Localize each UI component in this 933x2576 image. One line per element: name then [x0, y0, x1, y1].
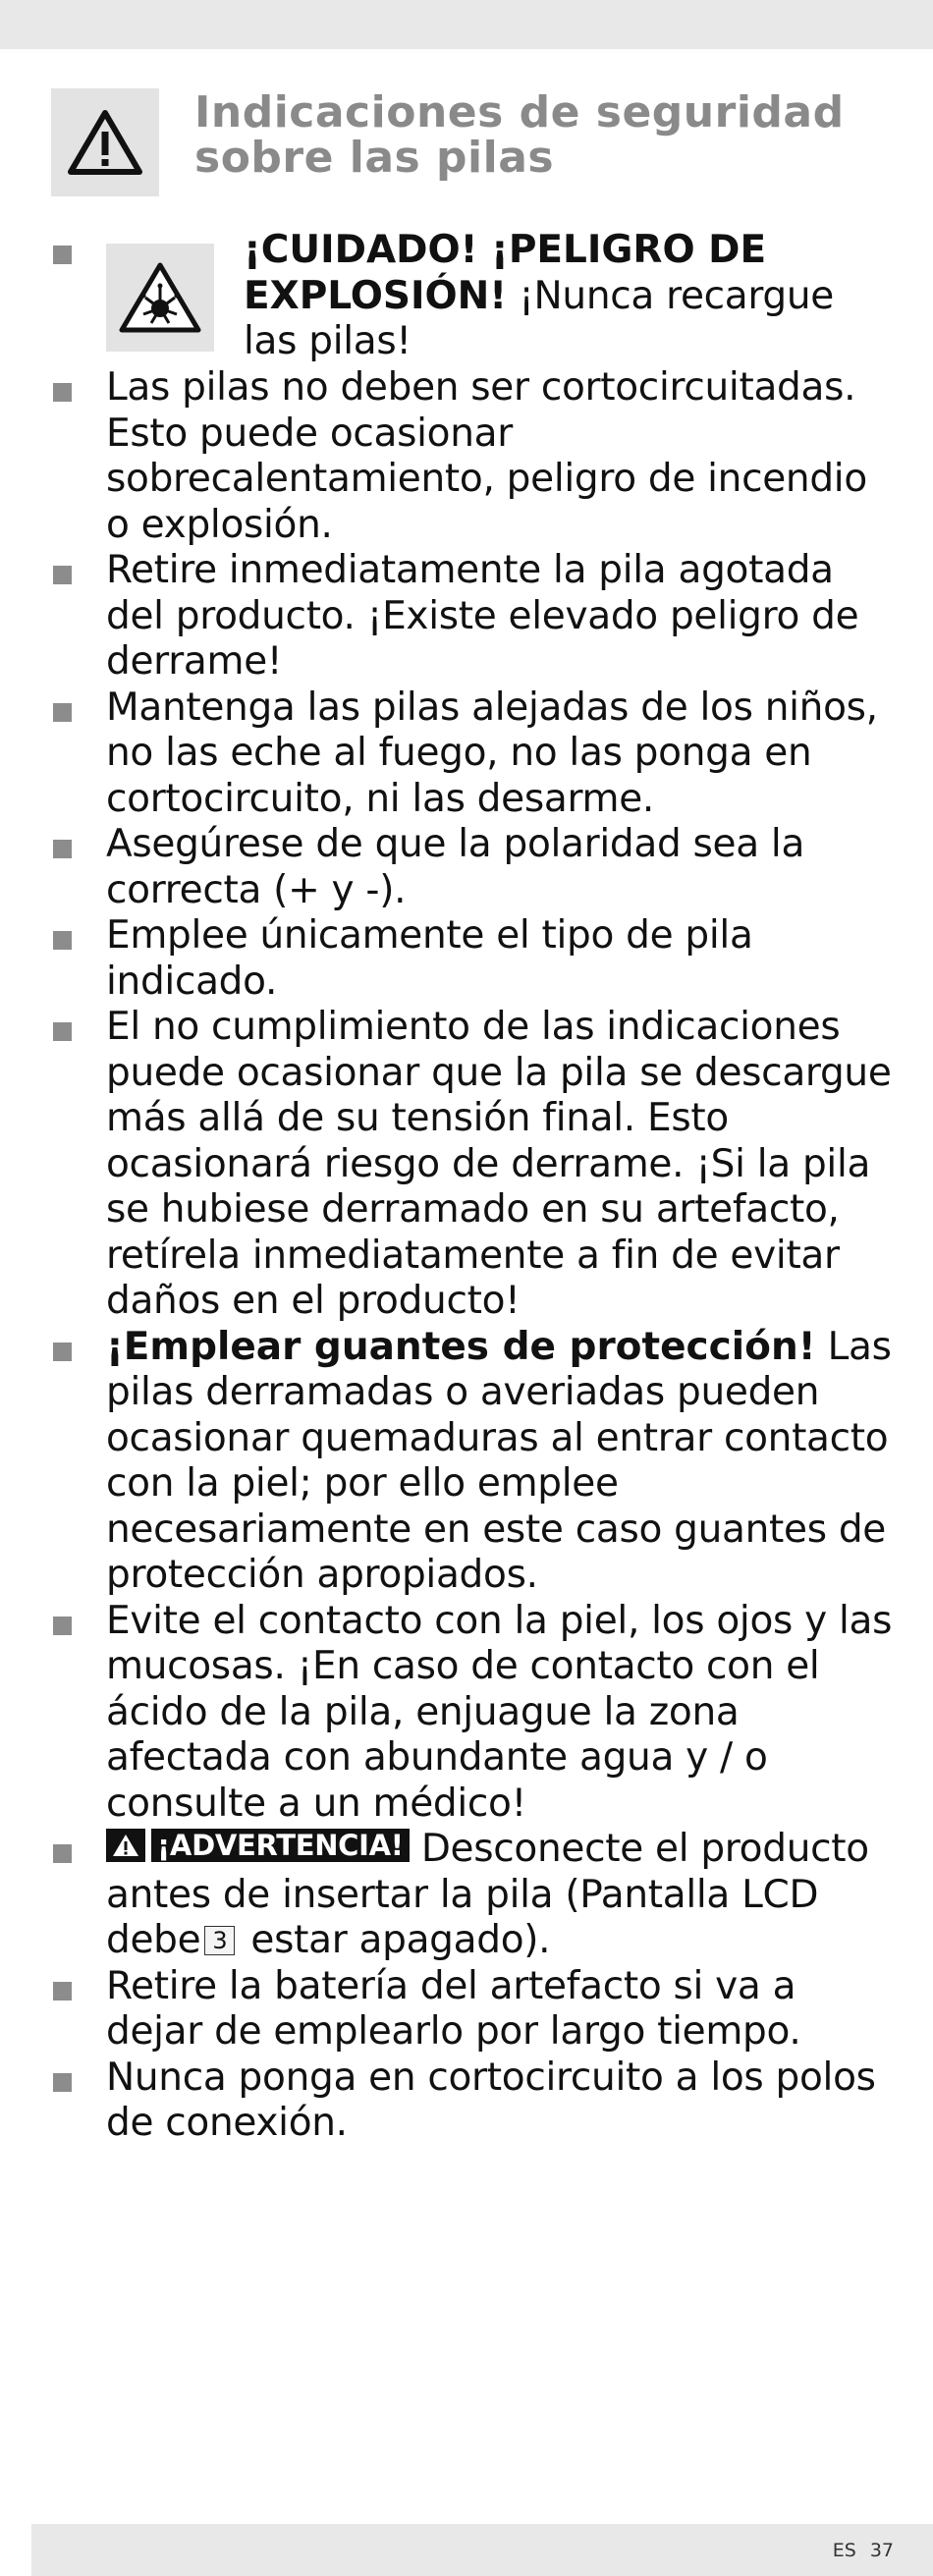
warning-triangle-icon [51, 88, 159, 196]
item-text: Mantenga las pilas alejadas de los niños, no las eche al fuego, no las ponga en cortocircuito, ni las desarme. [106, 685, 878, 821]
bullet-icon [53, 703, 72, 722]
list-item [51, 228, 896, 365]
item-bold: ¡CUIDADO! ¡PELIGRO DE EXPLOSIÓN! [244, 228, 767, 318]
warning-tag [106, 1829, 410, 1862]
bottom-notch [0, 2524, 31, 2576]
item-text: Retire inmediatamente la pila agotada del producto. ¡Existe elevado peligro de derrame! [106, 548, 859, 684]
list-item [51, 1005, 896, 1325]
item-body-a: Desconecte el producto antes de insertar la pila (Pantalla LCD debe [106, 1827, 869, 1962]
list-item [51, 913, 896, 1005]
bottom-band [0, 2524, 933, 2576]
list-item [51, 1827, 896, 1964]
item-text: Evite el contacto con la piel, los ojos y las mucosas. ¡En caso de contacto con el ácido de la pila, enjuague la zona afectada con abundante agua y / o consulte a un médico! [106, 1598, 893, 1826]
page-number: 37 [869, 2539, 894, 2561]
bullet-icon [53, 1022, 72, 1041]
page-title [194, 87, 845, 183]
footer-language: ES [832, 2539, 856, 2561]
list-item [51, 548, 896, 685]
explosion-icon [106, 244, 214, 352]
bullet-icon [53, 840, 72, 858]
list-item [51, 2055, 896, 2147]
item-body-b: estar apagado). [239, 1918, 551, 1962]
item-text: Emplee únicamente el tipo de pila indicado. [106, 913, 753, 1004]
list-item [51, 685, 896, 823]
warning-small-icon [106, 1829, 145, 1862]
list-item [51, 822, 896, 913]
top-band [0, 0, 933, 49]
bullet-icon [53, 1343, 72, 1361]
item-text: Retire la batería del artefacto si va a dejar de emplearlo por largo tiempo. [106, 1963, 801, 2054]
title-line-2: sobre las pilas [194, 133, 555, 183]
title-line-1: Indicaciones de seguridad [194, 87, 845, 137]
list-item [51, 1964, 896, 2055]
section-header [51, 88, 845, 196]
ref-number-box: 3 [204, 1926, 235, 1955]
item-text: Las pilas no deben ser cortocircuitadas. Esto puede ocasionar sobrecalentamiento, peligro de incendio o explosión. [106, 365, 867, 547]
bullet-icon [53, 2073, 72, 2092]
item-text: El no cumplimiento de las indicaciones puede ocasionar que la pila se descargue más allá de su tensión final. Esto ocasionará riesgo de derrame. ¡Si la pila se hubiese derramado en su artefacto, retírela inmediatamente a fin de evitar daños en el producto! [106, 1005, 892, 1323]
page-footer [833, 2524, 894, 2576]
bullet-icon [53, 383, 72, 402]
item-body: ¡Nunca recargue las pilas! [244, 273, 835, 363]
bullet-icon [53, 1982, 72, 2001]
item-bold: ¡Emplear guantes de protección! [106, 1324, 816, 1369]
bullet-icon [53, 1844, 72, 1863]
bullet-icon [53, 566, 72, 584]
list-item [51, 1599, 896, 1828]
safety-list [51, 228, 896, 2147]
bullet-icon [53, 246, 72, 264]
item-text: Nunca ponga en cortocircuito a los polos de conexión. [106, 2055, 876, 2145]
list-item [51, 365, 896, 548]
warning-label: ¡ADVERTENCIA! [151, 1829, 410, 1862]
bullet-icon [53, 931, 72, 950]
bullet-icon [53, 1617, 72, 1635]
list-item [51, 1325, 896, 1599]
item-text: Asegúrese de que la polaridad sea la correcta (+ y -). [106, 822, 805, 912]
item-text [106, 228, 896, 365]
item-body: Las pilas derramadas o averiadas pueden ocasionar quemaduras al entrar contacto con la piel; por ello emplee necesariamente en este caso guantes de protección apropiados. [106, 1324, 892, 1597]
